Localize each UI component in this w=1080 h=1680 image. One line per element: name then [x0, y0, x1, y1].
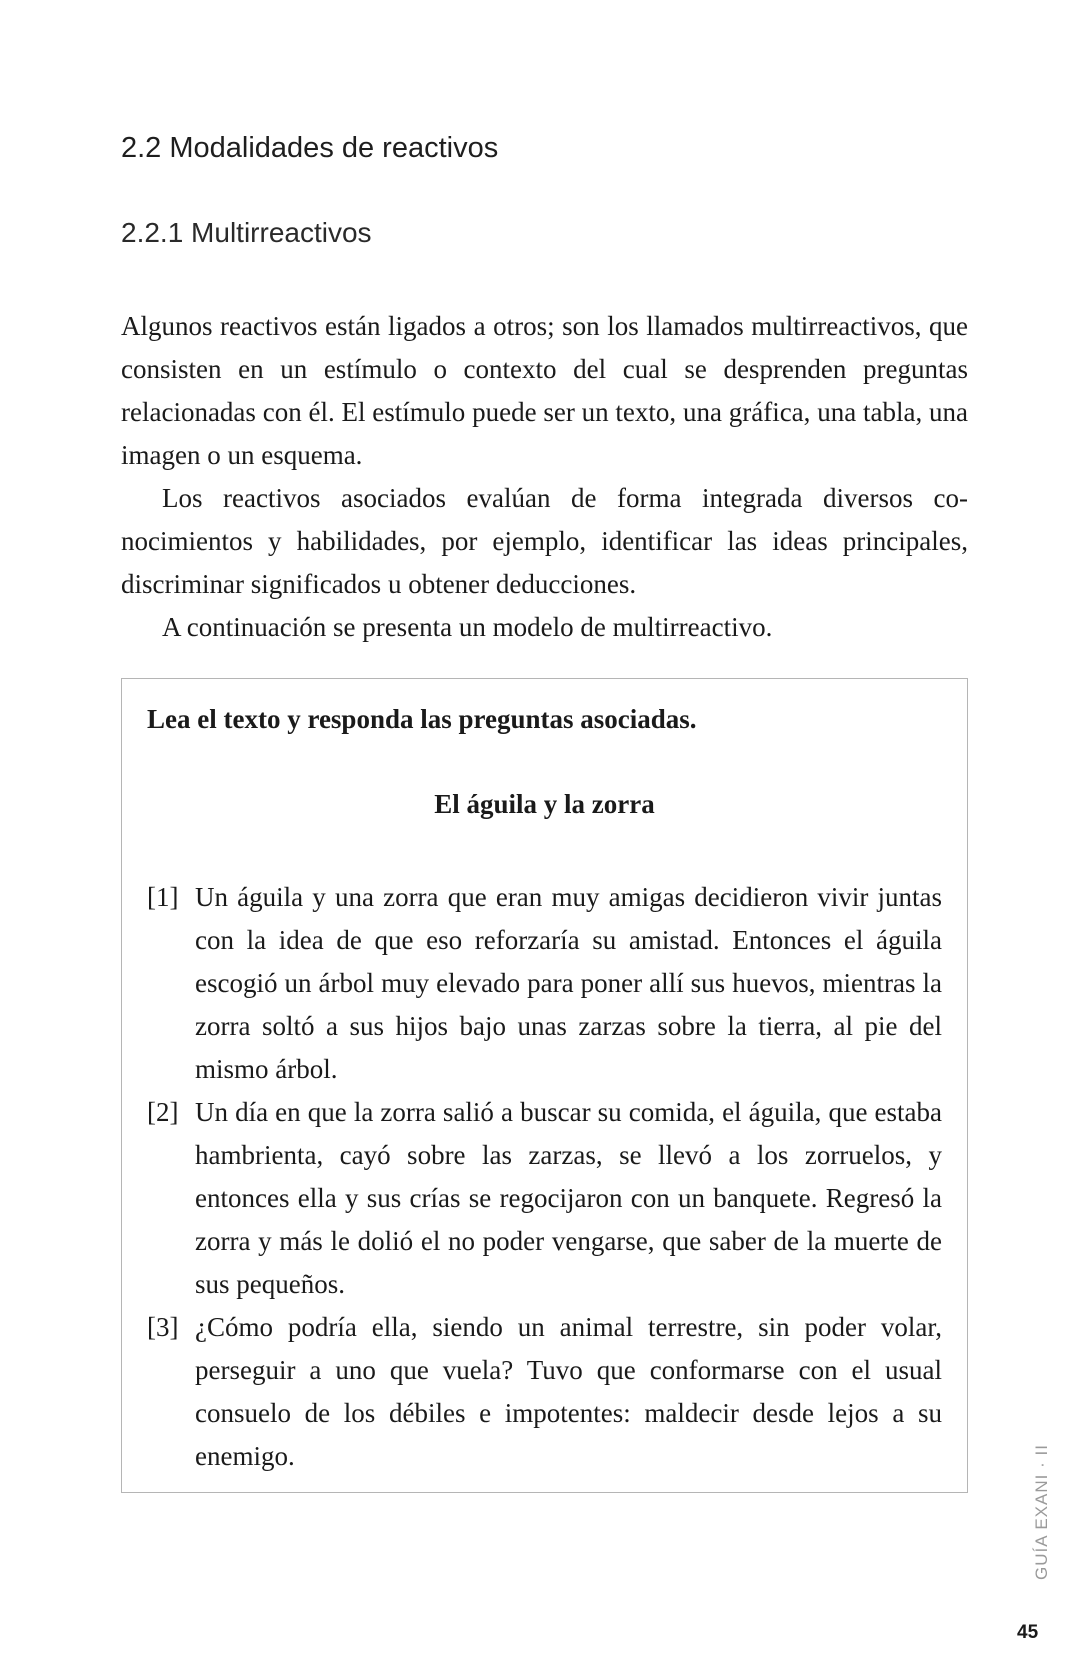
paragraph-text: Un águila y una zorra que eran muy amigas decidieron vivir juntas con la idea de que eso reforzaría su amistad. Entonces el águila escogió un árbol muy elevado para poner allí sus huevos, mientras la zorra soltó a sus hijos bajo unas zarzas sobre la tierra, al pie del mismo árbol.: [195, 882, 942, 1084]
paragraph-number: [3]: [147, 1312, 179, 1342]
story-title: El águila y la zorra: [434, 789, 655, 819]
section-subheading: 2.2.1 Multirreactivos: [121, 217, 372, 248]
intro-text: [121, 305, 968, 649]
intro-paragraph-2: Los reactivos asociados evalúan de forma integrada diversos conocimientos y habilidades, por ejemplo, identificar las ideas principales, discriminar significados u obtener deducciones.: [121, 483, 968, 599]
paragraph-text: ¿Cómo podría ella, siendo un animal terrestre, sin poder volar, perseguir a uno que vuela? Tuvo que conformarse con el usual consuelo de los débiles e impotentes: maldecir desde lejos a su enemigo.: [195, 1312, 942, 1471]
story-paragraph-1: [147, 876, 942, 1091]
guide-side-label: GUÍA EXANI · II: [1032, 1444, 1051, 1580]
intro-paragraph-1: Algunos reactivos están ligados a otros; son los llamados multirreactivos, que consisten en un estímulo o contexto del cual se desprenden preguntas relacionadas con él. El estímulo puede ser un texto, una gráfica, una tabla, una imagen o un esquema.: [121, 311, 968, 470]
story-paragraph-3: [147, 1306, 942, 1478]
story-paragraphs: [147, 876, 942, 1478]
paragraph-number: [1]: [147, 882, 179, 912]
paragraph-number: [2]: [147, 1097, 179, 1127]
paragraph-text: Un día en que la zorra salió a buscar su comida, el águila, que estaba hambrienta, cayó sobre las zarzas, se llevó a los zorruelos, y entonces ella y sus crías se regocijaron con un banquete. Regresó la zorra y más le dolió el no poder vengarse, que saber de la muerte de sus pequeños.: [195, 1097, 942, 1299]
section-heading: 2.2 Modalidades de reactivos: [121, 132, 499, 164]
intro-paragraph-3: A continuación se presenta un modelo de multirreactivo.: [162, 612, 773, 642]
story-paragraph-2: [147, 1091, 942, 1306]
page-number: 45: [1017, 1622, 1039, 1643]
model-instruction: Lea el texto y responda las preguntas asociadas.: [147, 704, 697, 734]
multirreactivo-model-box: [121, 678, 968, 1493]
